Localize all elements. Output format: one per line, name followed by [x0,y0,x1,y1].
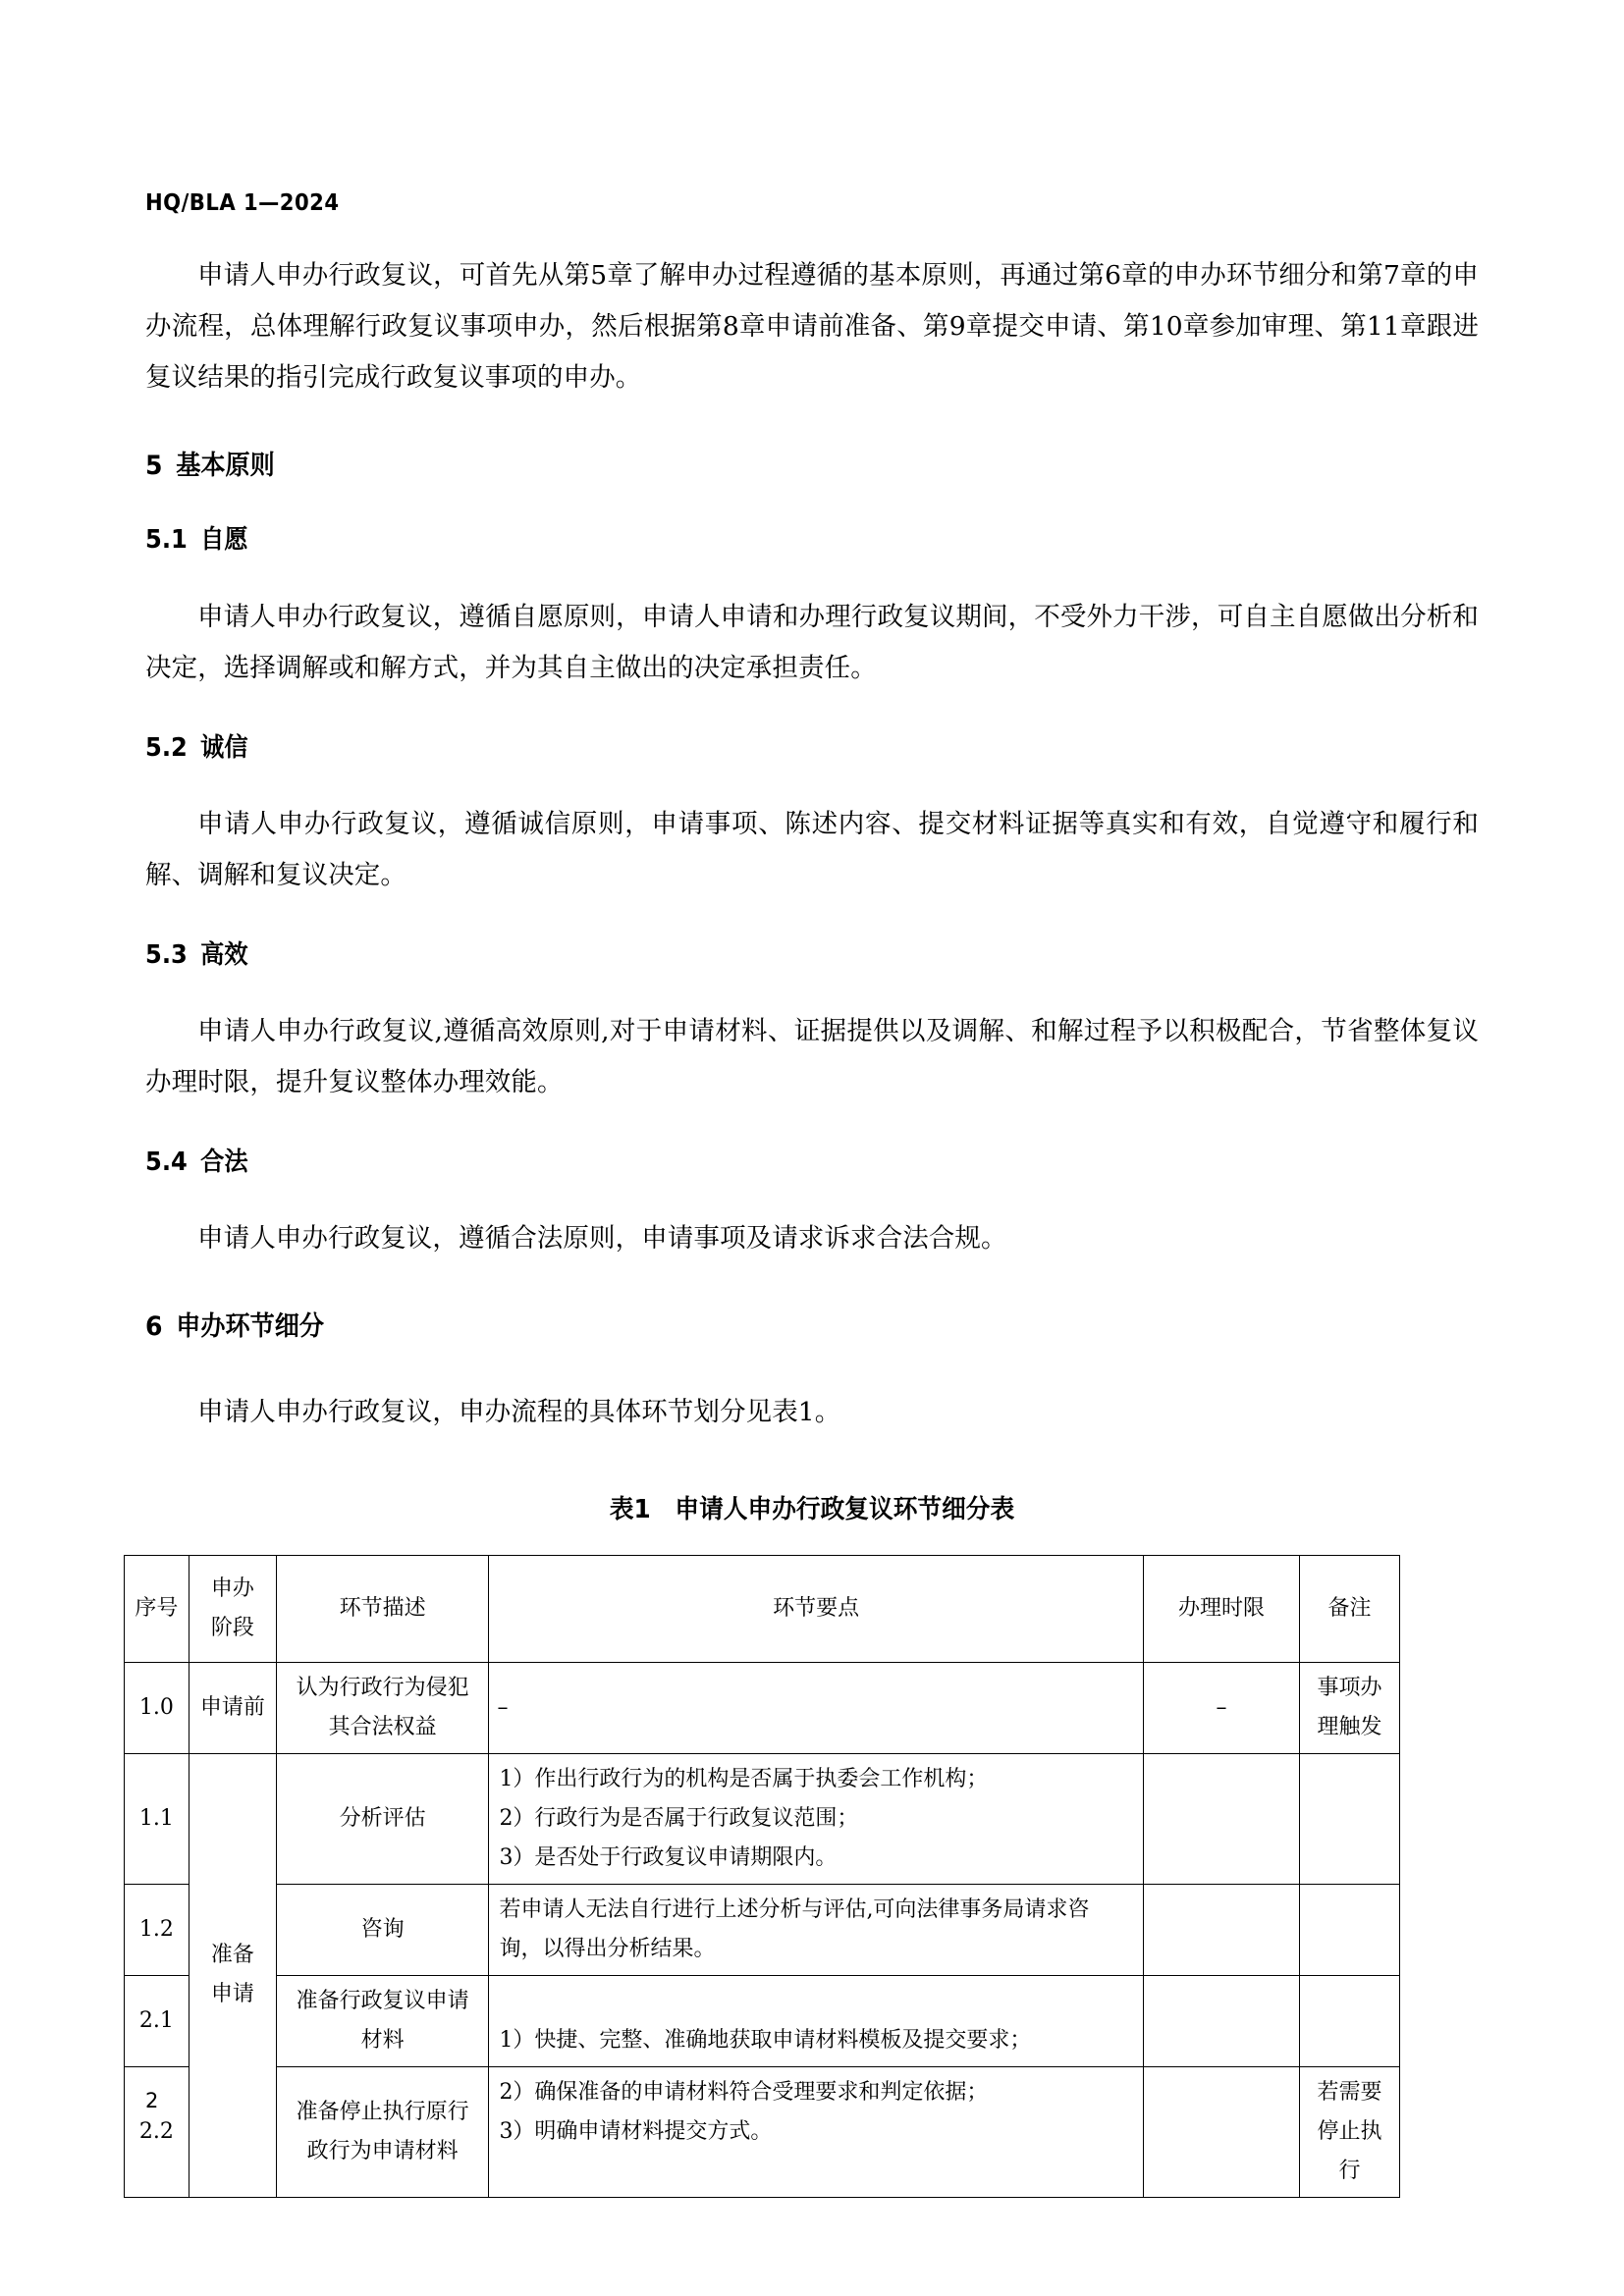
cell-desc-line-1: 准备行政复议申请 [296,1988,469,2013]
spacer [145,1264,1479,1311]
table-1-caption: 表1 申请人申办行政复议环节细分表 [609,1494,1015,1524]
spacer [145,557,1479,592]
subclause-5-4-title: 合法 [200,1147,248,1177]
table-row [125,1884,1400,1975]
cell-desc-line-1: 准备停止执行原行 [296,2099,469,2124]
cell-seq: 1.2 [125,1884,189,1975]
spacer [145,1178,1479,1213]
spacer [145,482,1479,525]
cell-note-line-2: 理触发 [1317,1714,1382,1739]
cell-stage-line-1: 准备 [210,1943,254,1968]
key-point-item: 若申请人无法自行进行上述分析与评估,可向法律事务局请求咨 [499,1896,1090,1922]
cell-key-points [489,2066,1143,2197]
cell-key-points: – [489,1662,1143,1753]
cell-note [1300,2066,1400,2197]
intro-paragraph: 申请人申办行政复议，可首先从第5章了解申办过程遵循的基本原则，再通过第6章的申办环节细分和第7章的申办流程，总体理解行政复议事项申办，然后根据第8章申请前准备、第9章提交申请、第10章参加审理、第11章跟进复议结果的指引完成行政复议事项的申办。 [145,260,1479,393]
cell-note-line-2: 停止执 [1317,2118,1382,2144]
spacer [145,403,1479,451]
cell-note [1300,1662,1400,1753]
cell-seq: 2.2 [125,2066,189,2197]
key-point-item: 2）行政行为是否属于行政复议范围； [499,1805,859,1831]
spacer [145,901,1479,940]
header-cell-key-points: 环节要点 [489,1555,1143,1662]
clause-6-title: 申办环节细分 [176,1311,324,1343]
subclause-5-3-heading [145,940,1385,971]
table-row [125,2066,1400,2197]
key-point-item: 2）确保准备的申请材料符合受理要求和判定依据； [499,2079,989,2105]
spacer [145,971,1479,1006]
subclause-5-3-title: 高效 [200,939,248,970]
cell-stage: 申请前 [189,1662,276,1753]
subclause-5-2-title: 诚信 [200,732,248,763]
cell-desc: 咨询 [276,1884,489,1975]
cell-key-points [489,1884,1143,1975]
key-point-item: 询，以得出分析结果。 [499,1936,716,1961]
subclause-5-1-number: 5.1 [145,525,188,556]
spacer [145,694,1479,733]
cell-desc-line-2: 其合法权益 [328,1714,437,1739]
clause-6-paragraph: 申请人申办行政复议，申办流程的具体环节划分见表1。 [197,1396,841,1427]
table-1-process-stages [124,1555,1400,2198]
cell-key-points [489,1975,1143,2066]
cell-note [1300,1975,1400,2066]
subclause-5-4-paragraph: 申请人申办行政复议，遵循合法原则，申请事项及请求诉求合法合规。 [197,1223,1007,1255]
header-cell-note: 备注 [1300,1555,1400,1662]
subclause-5-4-heading [145,1148,1385,1178]
table-row [125,1662,1400,1753]
clause-5-title: 基本原则 [176,451,275,481]
subclause-5-1-title: 自愿 [200,525,248,556]
spacer [145,1525,1479,1555]
cell-desc [276,2066,489,2197]
spacer [145,764,1479,799]
key-point-item: 1）作出行政行为的机构是否属于执委会工作机构； [499,1766,989,1791]
page-number: 2 [145,2089,159,2112]
subclause-5-1-paragraph: 申请人申办行政复议，遵循自愿原则，申请人申请和办理行政复议期间，不受外力干涉，可自主自愿做出分析和决定，选择调解或和解方式，并为其自主做出的决定承担责任。 [145,601,1479,683]
clause-5-heading [145,451,1385,482]
table-header-row [125,1555,1400,1662]
cell-note-line-1: 若需要 [1317,2079,1382,2105]
cell-stage-line-2: 申请 [210,1982,254,2007]
spacer [145,215,1479,250]
subclause-5-2-paragraph: 申请人申办行政复议，遵循诚信原则，申请事项、陈述内容、提交材料证据等真实和有效，自觉遵守和履行和解、调解和复议决定。 [145,808,1479,890]
subclause-5-3-paragraph: 申请人申办行政复议,遵循高效原则,对于申请材料、证据提供以及调解、和解过程予以积极配合，节省整体复议办理时限，提升复议整体办理效能。 [145,1015,1479,1097]
table-row [125,1753,1400,1884]
subclause-5-2-heading [145,733,1385,764]
clause-6-number: 6 [145,1311,163,1343]
cell-desc-line-1: 认为行政行为侵犯 [296,1675,469,1700]
cell-seq: 1.0 [125,1662,189,1753]
header-cell-time-limit: 办理时限 [1143,1555,1299,1662]
cell-time-limit [1143,1975,1299,2066]
cell-desc [276,1662,489,1753]
cell-note-line-1: 事项办 [1317,1675,1382,1700]
cell-note [1300,1753,1400,1884]
spacer [145,1108,1479,1148]
cell-key-points [489,1753,1143,1884]
clause-6-heading [145,1311,1385,1343]
header-cell-stage [189,1555,276,1662]
cell-note-line-3: 行 [1338,2158,1361,2183]
cell-time-limit: – [1143,1662,1299,1753]
header-stage-line-1: 申办 [210,1575,254,1601]
subclause-5-3-number: 5.3 [145,939,188,970]
cell-stage-merged [189,1753,276,2197]
cell-seq: 1.1 [125,1753,189,1884]
subclause-5-1-heading [145,525,1385,556]
subclause-5-4-number: 5.4 [145,1147,188,1177]
cell-time-limit [1143,1753,1299,1884]
cell-desc [276,1975,489,2066]
page-content [135,0,1479,2198]
clause-5-number: 5 [145,451,163,481]
key-point-item: 3）明确申请材料提交方式。 [499,2118,773,2144]
header-stage-line-2: 阶段 [210,1615,254,1640]
cell-time-limit [1143,2066,1299,2197]
table-row [125,1975,1400,2066]
cell-seq: 2.1 [125,1975,189,2066]
spacer [145,1344,1479,1387]
cell-note [1300,1884,1400,1975]
cell-desc: 分析评估 [276,1753,489,1884]
cell-desc-line-2: 政行为申请材料 [306,2138,459,2163]
subclause-5-2-number: 5.2 [145,732,188,763]
spacer [145,1438,1479,1495]
header-cell-seq: 序号 [125,1555,189,1662]
key-point-item: 3）是否处于行政复议申请期限内。 [499,1844,838,1870]
key-point-item: 1）快捷、完整、准确地获取申请材料模板及提交要求； [499,2027,1032,2053]
cell-desc-line-2: 材料 [360,2027,405,2053]
cell-time-limit [1143,1884,1299,1975]
running-header-standard-code: HQ/BLA 1—2024 [145,190,340,216]
header-cell-desc: 环节描述 [276,1555,489,1662]
